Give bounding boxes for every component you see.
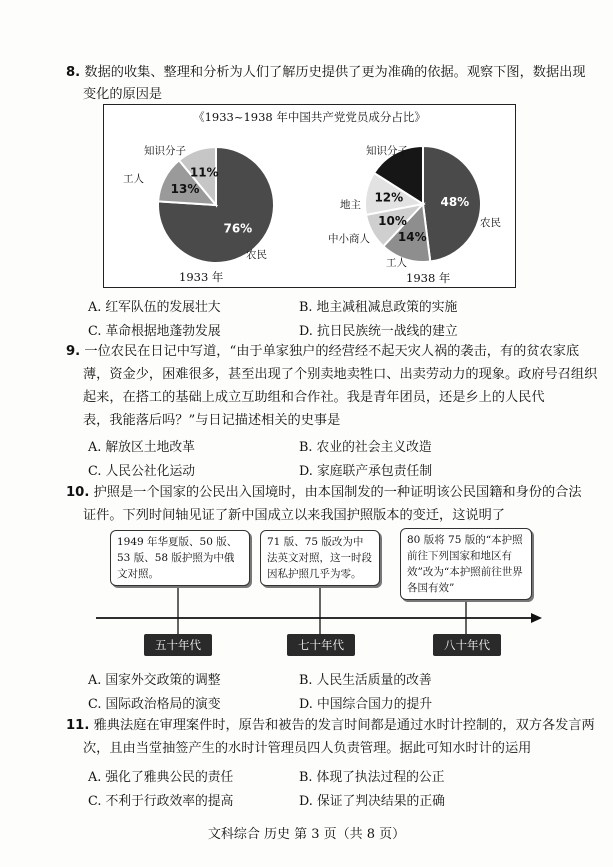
pie1938-label-intellectual: 知识分子 [366,145,408,157]
pie1938-label-farmer: 农民 [480,217,501,229]
q11-stem-2: 次，且由当堂抽签产生的水时计管理员四人负责管理。据此可知水时计的运用 [83,741,532,756]
pie1933-label-farmer: 农民 [246,249,267,261]
q9-option-b[interactable]: B. 农业的社会主义改造 [299,440,432,455]
q8-stem-2: 变化的原因是 [83,87,163,102]
pie1938-value-1: 14% [397,230,427,245]
q10-line-1 [66,484,582,502]
q8-option-b[interactable]: B. 地主减租减息政策的实施 [299,300,458,315]
timeline-arrow [531,613,542,623]
q10-number: 10. [66,485,90,500]
era-tag-80s: 八十年代 [433,634,501,656]
q11-option-b[interactable]: B. 体现了执法过程的公正 [299,770,445,785]
q9-stem-4: 表，我能落后吗？”与日记描述相关的史事是 [83,413,341,428]
q8-line-1 [66,64,586,82]
q9-number: 9. [66,344,81,359]
q11-option-d[interactable]: D. 保证了判决结果的正确 [299,794,445,809]
q8-option-a[interactable]: A. 红军队伍的发展壮大 [88,300,221,315]
q11-option-c[interactable]: C. 不利于行政效率的提高 [88,794,234,809]
figure-title: 《1933~1938 年中国共产党党员成分占比》 [193,110,426,124]
pie1933-label-intellectual: 知识分子 [144,145,186,157]
pie1938-value-2: 10% [378,213,407,228]
page-footer: 文科综合 历史 第 3 页（共 8 页） [207,827,406,842]
q8-stem-1: 数据的收集、整理和分析为人们了解历史提供了更为准确的依据。观察下图，数据出现 [84,65,586,80]
q9-option-a[interactable]: A. 解放区土地改革 [88,440,195,455]
q10-option-b[interactable]: B. 人民生活质量的改善 [299,673,432,688]
pie1938-value-3: 12% [374,190,404,205]
q10-stem-2: 证件。下列时间轴见证了新中国成立以来我国护照版本的变迁，这说明了 [83,508,505,523]
q8-option-c[interactable]: C. 革命根据地蓬勃发展 [88,324,221,339]
pie1938-label-landlord: 地主 [340,199,361,211]
pie-charts [104,105,515,287]
timeline-box-3: 80 版将 75 版的“本护照前往下列国家和地区有效”改为“本护照前往世界各国有效” [400,528,532,600]
pie1933-value-1: 13% [170,182,200,197]
pie1933-label-worker: 工人 [123,173,144,185]
q10-option-c[interactable]: C. 国际政治格局的演变 [88,697,221,712]
pie-figure [103,104,516,288]
q11-stem-1: 雅典法庭在审理案件时，原告和被告的发言时间都是通过水时计控制的，双方各发言两 [93,718,595,733]
pie1938-value-0: 48% [440,194,470,209]
era-tag-50s: 五十年代 [144,634,212,656]
era-tag-70s: 七十年代 [287,634,355,656]
pie1938-label-merchant: 中小商人 [328,233,370,245]
pie1938-year: 1938 年 [406,271,451,285]
q10-option-a[interactable]: A. 国家外交政策的调整 [88,673,221,688]
q10-stem-1: 护照是一个国家的公民出入国境时，由本国制发的一种证明该公民国籍和身份的合法 [93,485,582,500]
pie1933-value-0: 76% [223,221,253,236]
q11-option-a[interactable]: A. 强化了雅典公民的责任 [88,770,234,785]
q9-line-1 [66,343,579,361]
q9-stem-1: 一位农民在日记中写道，“由于单家独户的经营经不起天灾人祸的袭击，有的贫农家底 [84,344,580,359]
q9-option-c[interactable]: C. 人民公社化运动 [88,464,196,479]
q11-number: 11. [66,718,90,733]
q10-option-d[interactable]: D. 中国综合国力的提升 [299,697,433,712]
q8-number: 8. [66,65,81,80]
q9-option-d[interactable]: D. 家庭联产承包责任制 [299,464,433,479]
q9-stem-3: 起来，在搭工的基础上成立互助组和合作社。我是青年团员，还是乡上的人民代 [83,390,545,405]
q11-line-1 [66,717,595,735]
pie1933-year: 1933 年 [179,270,224,284]
timeline-box-1: 1949 年华夏版、50 版、53 版、58 版护照为中俄文对照。 [110,530,250,586]
pie1938-label-worker: 工人 [386,257,407,269]
q9-stem-2: 薄，资金少，困难很多，甚至出现了个别卖地卖牲口、出卖劳动力的现象。政府号召组织 [83,367,598,382]
q8-option-d[interactable]: D. 抗日民族统一战线的建立 [299,324,458,339]
timeline-box-2: 71 版、75 版改为中法英文对照，这一时段因私护照几乎为零。 [260,530,380,586]
pie1933-value-2: 11% [189,165,219,180]
